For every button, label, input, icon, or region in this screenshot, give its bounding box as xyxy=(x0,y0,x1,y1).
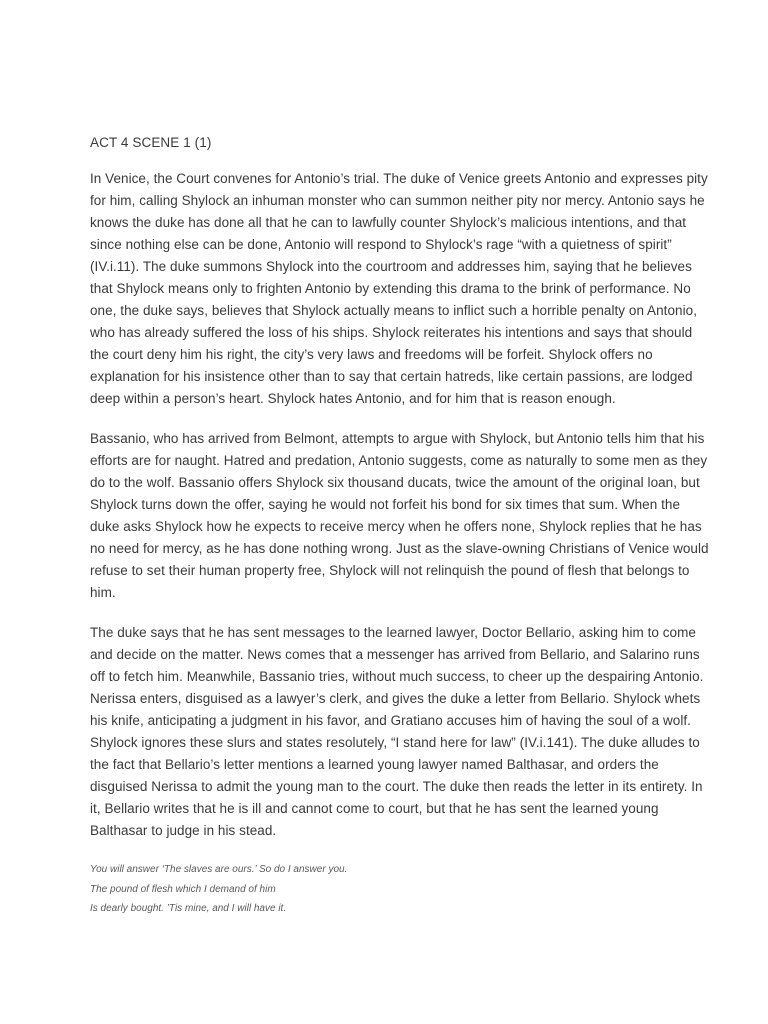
scene-heading: ACT 4 SCENE 1 (1) xyxy=(90,135,212,150)
quote-line-1: You will answer ‘The slaves are ours.’ So do I answer you. xyxy=(90,864,348,875)
quote-line-2: The pound of flesh which I demand of him xyxy=(90,883,276,895)
summary-paragraph-1: In Venice, the Court convenes for Antonio’s trial. The duke of Venice greets Antonio and expresses pity for him, calling Shylock an inhuman monster who can summon neither pity nor mercy. Antonio says he knows the duke has done all that he can to lawfully counter Shylock’s malicious intentions, and that since nothing else can be done, Antonio will respond to Shylock’s rage “with a quietness of spirit” (IV.i.11). The duke summons Shylock into the courtroom and addresses him, saying that he believes that Shylock means only to frighten Antonio by extending this drama to the brink of performance. No one, the duke says, believes that Shylock actually means to inflict such a horrible penalty on Antonio, who has already suffered the loss of his ships. Shylock reiterates his intentions and says that should the court deny him his right, the city’s very laws and freedoms will be forfeit. Shylock offers no explanation for his insistence other than to say that certain hatreds, like certain passions, are lodged deep within a person’s heart. Shylock hates Antonio, and for him that is reason enough. xyxy=(90,171,708,406)
quote-block xyxy=(90,860,710,919)
summary-paragraph-3: The duke says that he has sent messages to the learned lawyer, Doctor Bellario, asking him to come and decide on the matter. News comes that a messenger has arrived from Bellario, and Salarino runs off to fetch him. Meanwhile, Bassanio tries, without much success, to cheer up the despairing Antonio. Nerissa enters, disguised as a lawyer’s clerk, and gives the duke a letter from Bellario. Shylock whets his knife, anticipating a judgment in his favor, and Gratiano accuses him of having the soul of a wolf. Shylock ignores these slurs and states resolutely, “I stand here for law” (IV.i.141). The duke alludes to the fact that Bellario’s letter mentions a learned young lawyer named Balthasar, and orders the disguised Nerissa to admit the young man to the court. The duke then reads the letter in its entirety. In it, Bellario writes that he is ill and cannot come to court, but that he has sent the learned young Balthasar to judge in his stead. xyxy=(90,625,704,838)
quote-line-3: Is dearly bought. ’Tis mine, and I will have it. xyxy=(90,903,287,914)
document-page xyxy=(90,133,710,919)
summary-paragraph-2: Bassanio, who has arrived from Belmont, attempts to argue with Shylock, but Antonio tells him that his efforts are for naught. Hatred and predation, Antonio suggests, come as naturally to some men as they do to the wolf. Bassanio offers Shylock six thousand ducats, twice the amount of the original loan, but Shylock turns down the offer, saying he would not forfeit his bond for six times that sum. When the duke asks Shylock how he expects to receive mercy when he offers none, Shylock replies that he has no need for mercy, as he has done nothing wrong. Just as the slave-owning Christians of Venice would refuse to set their human property free, Shylock will not relinquish the pound of flesh that belongs to him. xyxy=(90,431,709,600)
